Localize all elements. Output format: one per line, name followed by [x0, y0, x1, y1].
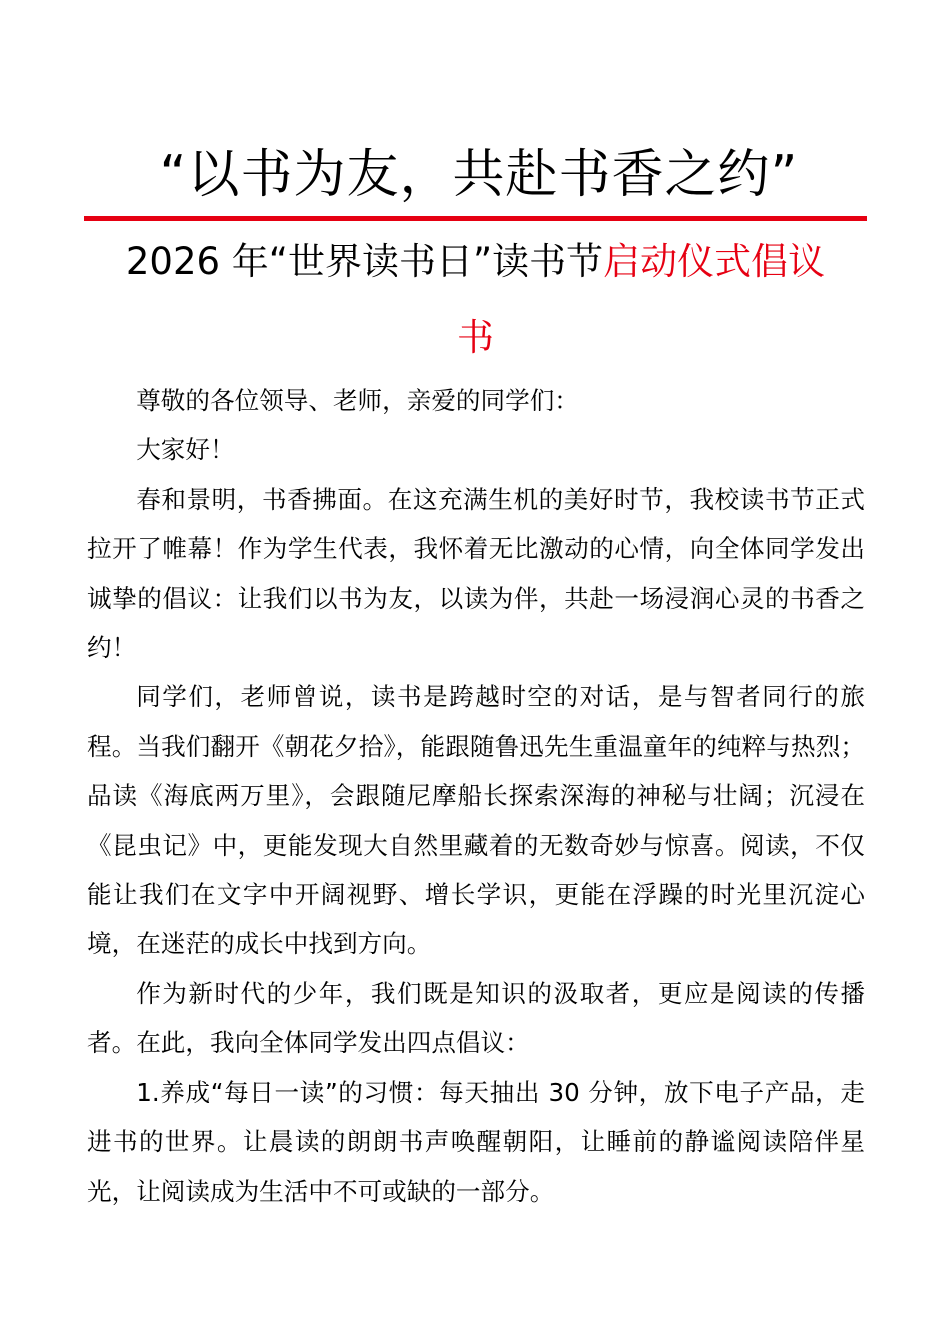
body-paragraph: 作为新时代的少年，我们既是知识的汲取者，更应是阅读的传播者。在此，我向全体同学发出四点倡议：: [87, 978, 865, 1058]
subtitle-red-part: 启动仪式倡议: [603, 240, 826, 283]
body-paragraph: 春和景明，书香拂面。在这充满生机的美好时节，我校读书节正式拉开了帷幕！作为学生代表，我怀着无比激动的心情，向全体同学发出诚挚的倡议：让我们以书为友，以读为伴，共赴一场浸润心灵的书香之约！: [87, 484, 865, 663]
proposal-item: 1.养成“每日一读”的习惯：每天抽出 30 分钟，放下电子产品，走进书的世界。让晨读的朗朗书声唤醒朝阳，让睡前的静谧阅读陪伴星光，让阅读成为生活中不可或缺的一部分。: [87, 1077, 865, 1206]
document-title: “以书为友，共赴书香之约”: [159, 145, 799, 205]
subtitle-continuation: 书: [457, 316, 494, 359]
title-divider-rule: [84, 216, 867, 221]
document-subtitle: [84, 236, 867, 288]
body-paragraph: 同学们，老师曾说，读书是跨越时空的对话，是与智者同行的旅程。当我们翻开《朝花夕拾》，能跟随鲁迅先生重温童年的纯粹与热烈；品读《海底两万里》，会跟随尼摩船长探索深海的神秘与壮阔；沉浸在《昆虫记》中，更能发现大自然里藏着的无数奇妙与惊喜。阅读，不仅能让我们在文字中开阔视野、增长学识，更能在浮躁的时光里沉淀心境，在迷茫的成长中找到方向。: [87, 682, 865, 959]
document-body: [87, 376, 865, 1216]
salutation: 尊敬的各位领导、老师，亲爱的同学们：: [136, 386, 579, 415]
greeting: 大家好！: [136, 435, 235, 465]
subtitle-black-part: 2026 年“世界读书日”读书节: [125, 240, 604, 283]
